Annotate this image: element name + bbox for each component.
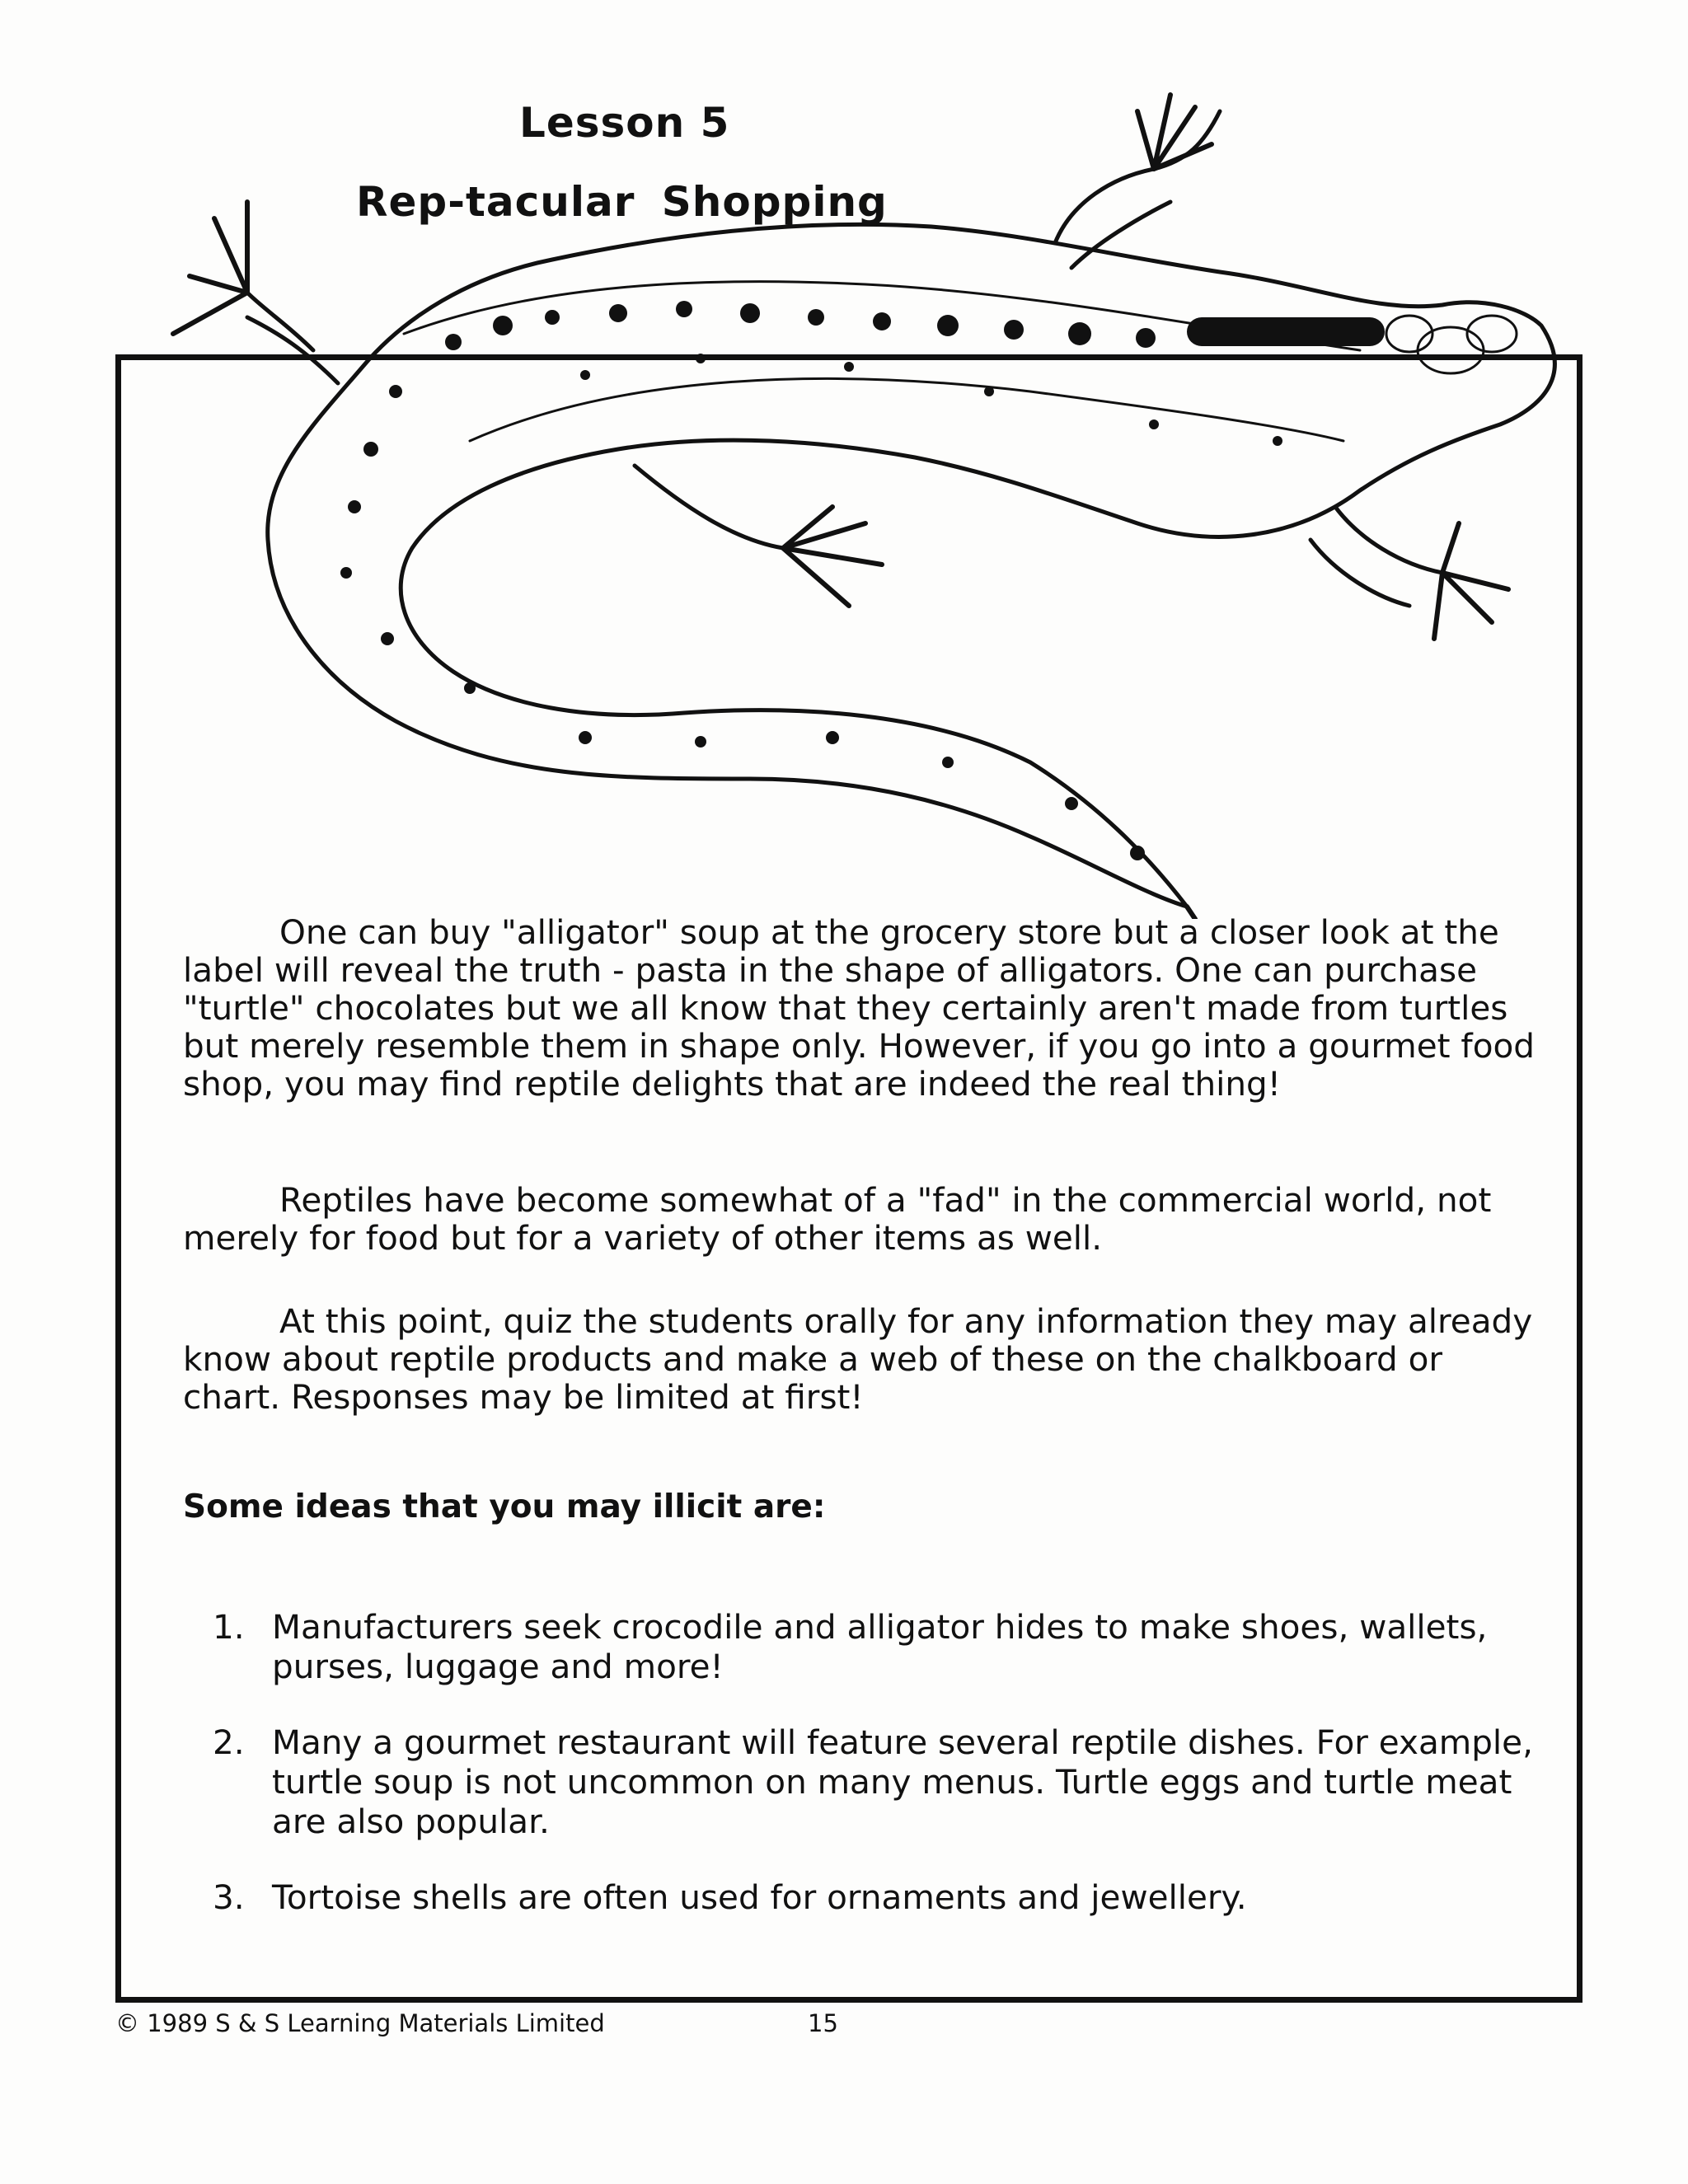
- list-item-number: 3.: [213, 1877, 245, 1917]
- list-item-number: 1.: [213, 1607, 245, 1647]
- list-item-text: Many a gourmet restaurant will feature several reptile dishes. For example, turtle soup is not uncommon on many menus. Turtle eggs and turtle meat are also popular.: [272, 1722, 1533, 1841]
- paragraph-quiz-text: At this point, quiz the students orally for any information they may already know about reptile products and make a web of these on the chalkboard or chart. Responses may be limited at first!: [183, 1301, 1533, 1417]
- paragraph-fad: [183, 1181, 1535, 1257]
- list-item: [213, 1722, 1548, 1841]
- list-item-text: Manufacturers seek crocodile and alligator hides to make shoes, wallets, purses, luggage and more!: [272, 1607, 1488, 1686]
- paragraph-intro: [183, 913, 1535, 1103]
- list-item: [213, 1607, 1548, 1686]
- copyright-notice: © 1989 S & S Learning Materials Limited: [115, 2009, 605, 2037]
- lesson-title: Rep-tacular Shopping: [356, 178, 888, 226]
- list-item: [213, 1877, 1548, 1917]
- list-item-text: Tortoise shells are often used for ornaments and jewellery.: [272, 1877, 1247, 1917]
- ideas-heading: Some ideas that you may illicit are:: [183, 1488, 826, 1526]
- page-number: 15: [808, 2009, 838, 2037]
- paragraph-quiz: [183, 1302, 1535, 1416]
- lesson-number: Lesson 5: [519, 99, 730, 147]
- paragraph-intro-text: One can buy "alligator" soup at the grocery store but a closer look at the label will reveal the truth - pasta in the shape of alligators. One can purchase "turtle" chocolates but we all know that they certainly aren't made from turtles but merely resemble them in shape only. However, if you go into a gourmet food shop, you may find reptile delights that are indeed the real thing!: [183, 912, 1535, 1104]
- list-item-number: 2.: [213, 1722, 245, 1762]
- paragraph-fad-text: Reptiles have become somewhat of a "fad" in the commercial world, not merely for food but for a variety of other items as well.: [183, 1180, 1492, 1258]
